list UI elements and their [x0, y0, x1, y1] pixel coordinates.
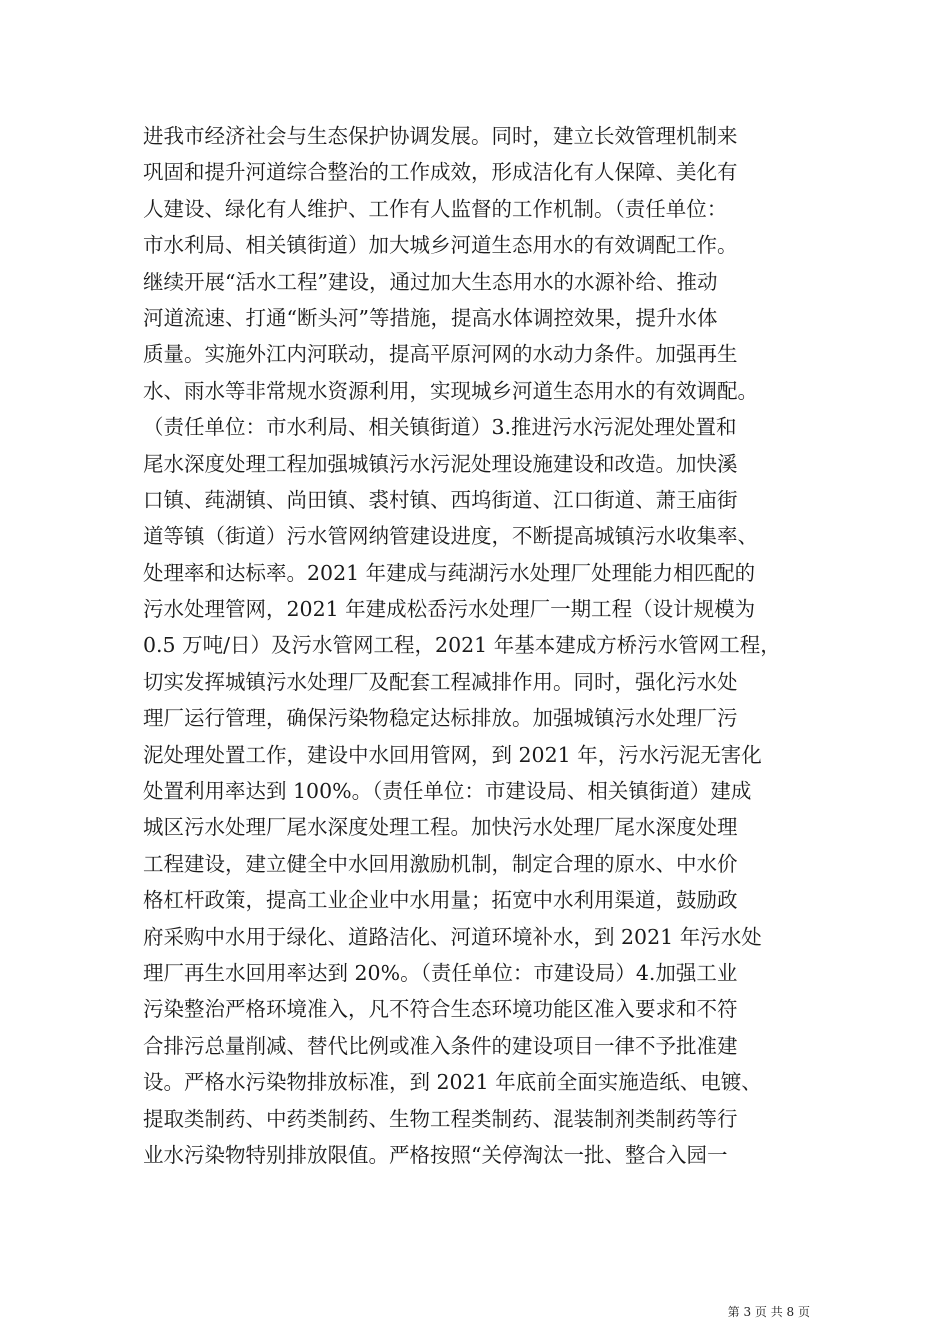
- text-line: 城区污水处理厂尾水深度处理工程。加快污水处理厂尾水深度处理: [143, 815, 738, 840]
- text-line: 道等镇（街道）污水管网纳管建设进度，不断提高城镇污水收集率、: [143, 524, 758, 549]
- text-line: 质量。实施外江内河联动，提高平原河网的水动力条件。加强再生: [143, 342, 738, 367]
- text-line: 设。严格水污染物排放标准，到 2021 年底前全面实施造纸、电镀、: [143, 1070, 762, 1095]
- text-line: 格杠杆政策，提高工业企业中水用量；拓宽中水利用渠道，鼓励政: [143, 888, 738, 913]
- text-line: 尾水深度处理工程加强城镇污水污泥处理设施建设和改造。加快溪: [143, 451, 738, 476]
- text-line: 人建设、绿化有人维护、工作有人监督的工作机制。（责任单位：: [143, 196, 728, 221]
- text-line: 0.5 万吨/日）及污水管网工程，2021 年基本建成方桥污水管网工程，: [143, 633, 781, 658]
- text-line: 巩固和提升河道综合整治的工作成效，形成洁化有人保障、美化有: [143, 160, 738, 185]
- text-line: 继续开展“活水工程”建设，通过加大生态用水的水源补给、推动: [143, 269, 718, 294]
- text-line: 处置利用率达到 100%。（责任单位：市建设局、相关镇街道）建成: [143, 779, 752, 804]
- text-line: 水、雨水等非常规水资源利用，实现城乡河道生态用水的有效调配。: [143, 378, 758, 403]
- text-line: 市水利局、相关镇街道）加大城乡河道生态用水的有效调配工作。: [143, 233, 738, 258]
- text-line: 污染整治严格环境准入，凡不符合生态环境功能区准入要求和不符: [143, 997, 738, 1022]
- text-line: 合排污总量削减、替代比例或准入条件的建设项目一律不予批准建: [143, 1033, 738, 1058]
- text-line: 提取类制药、中药类制药、生物工程类制药、混装制剂类制药等行: [143, 1106, 738, 1131]
- text-line: 府采购中水用于绿化、道路洁化、河道环境补水，到 2021 年污水处: [143, 924, 762, 949]
- text-line: 处理率和达标率。2021 年建成与莼湖污水处理厂处理能力相匹配的: [143, 560, 756, 585]
- text-line: 理厂再生水回用率达到 20%。（责任单位：市建设局）4.加强工业: [143, 960, 738, 985]
- text-line: 污水处理管网，2021 年建成松岙污水处理厂一期工程（设计规模为: [143, 597, 756, 622]
- text-line: 进我市经济社会与生态保护协调发展。同时，建立长效管理机制来: [143, 124, 738, 148]
- page-number-footer: 第 3 页 共 8 页: [727, 1305, 810, 1319]
- text-line: 切实发挥城镇污水处理厂及配套工程减排作用。同时，强化污水处: [143, 669, 738, 694]
- text-line: 泥处理处置工作，建设中水回用管网，到 2021 年，污水污泥无害化: [143, 742, 762, 767]
- text-line: 工程建设，建立健全中水回用激励机制，制定合理的原水、中水价: [143, 851, 738, 876]
- text-line: 口镇、莼湖镇、尚田镇、裘村镇、西坞街道、江口街道、萧王庙街: [143, 487, 738, 512]
- body-text: [143, 118, 823, 1173]
- text-line: 业水污染物特别排放限值。严格按照“关停淘汰一批、整合入园一: [143, 1142, 728, 1167]
- text-line: 理厂运行管理，确保污染物稳定达标排放。加强城镇污水处理厂污: [143, 706, 738, 731]
- text-line: （责任单位：市水利局、相关镇街道）3.推进污水污泥处理处置和: [143, 415, 737, 440]
- text-line: 河道流速、打通“断头河”等措施，提高水体调控效果，提升水体: [143, 305, 718, 330]
